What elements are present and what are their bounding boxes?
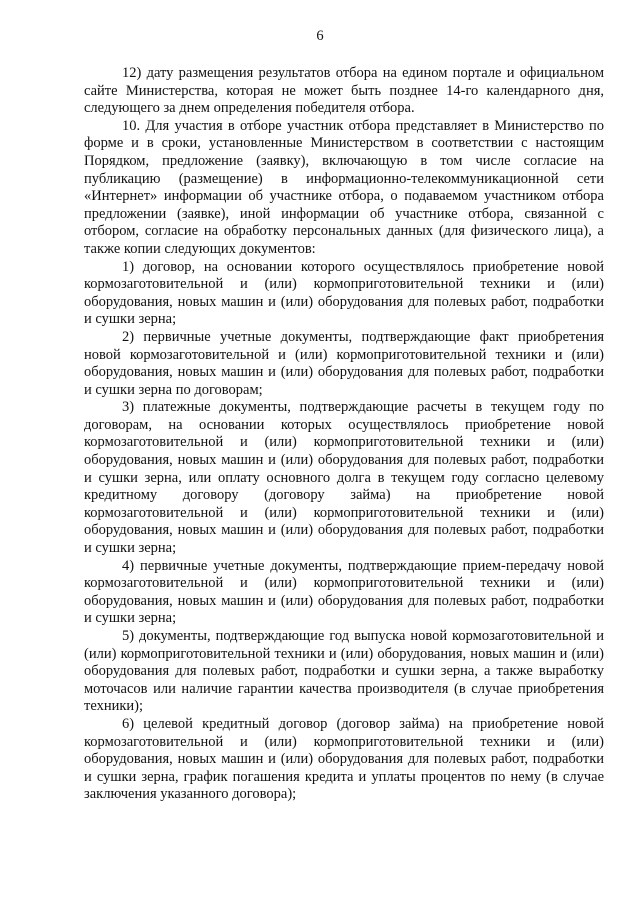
- document-list-item-6-loan-agreement: 6) целевой кредитный договор (договор займа) на приобретение новой кормозаготовительной и (или) кормоприготовительной техники и (или) оборудования, новых машин и (или) оборудования для полевых работ, подработки и сушки зерна, график погашения кредита и уплаты процентов по нему (в случае заключения указанного договора);: [84, 715, 604, 803]
- paragraph-item-12-publication-date: 12) дату размещения результатов отбора на едином портале и официальном сайте Министерства, которая не может быть позднее 14-го календарного дня, следующего за днем определения победителя отбора.: [84, 65, 604, 117]
- document-list-item-1-contract: 1) договор, на основании которого осуществлялось приобретение новой кормозаготовительной и (или) кормоприготовительной техники и (или) оборудования, новых машин и (или) оборудования для полевых работ, подработки и сушки зерна;: [84, 258, 604, 328]
- document-body: [84, 65, 604, 804]
- paragraph-section-10-application: 10. Для участия в отборе участник отбора представляет в Министерство по форме и в сроки, установленные Министерством в соответствии с настоящим Порядком, предложение (заявку), включающую в том числе согласие на публикацию (размещение) в информационно-телекоммуникационной сети «Интернет» информации об участнике отбора, о подаваемом участником отбора предложении (заявке), иной информации об участнике отбора, связанной с отбором, согласие на обработку персональных данных (для физического лица), а также копии следующих документов:: [84, 117, 604, 257]
- page-number: 6: [316, 28, 324, 44]
- document-list-item-2-primary-accounting-documents: 2) первичные учетные документы, подтверждающие факт приобретения новой кормозаготовительной и (или) кормоприготовительной техники и (или) оборудования, новых машин и (или) оборудования для полевых работ, подработки и сушки зерна по договорам;: [84, 328, 604, 398]
- document-list-item-5-year-of-manufacture-documents: 5) документы, подтверждающие год выпуска новой кормозаготовительной и (или) кормоприготовительной техники и (или) оборудования, новых машин и (или) оборудования для полевых работ, подработки и сушки зерна, а также выработку моточасов или наличие гарантии качества производителя (в случае приобретения техники);: [84, 628, 604, 715]
- document-list-item-4-transfer-acceptance-documents: 4) первичные учетные документы, подтверждающие прием-передачу новой кормозаготовительной и (или) кормоприготовительной техники и (или) оборудования, новых машин и (или) оборудования для полевых работ, подработки и сушки зерна;: [84, 557, 604, 627]
- document-list-item-3-payment-documents: 3) платежные документы, подтверждающие расчеты в текущем году по договорам, на основании которых осуществлялось приобретение новой кормозаготовительной и (или) кормоприготовительной техники и (или) оборудования, новых машин и (или) оборудования для полевых работ, подработки и сушки зерна, или оплату основного долга в текущем году согласно целевому кредитному договору (договору займа) на приобретение новой кормозаготовительной и (или) кормоприготовительной техники и (или) оборудования, новых машин и (или) оборудования для полевых работ, подработки и сушки зерна;: [84, 399, 604, 557]
